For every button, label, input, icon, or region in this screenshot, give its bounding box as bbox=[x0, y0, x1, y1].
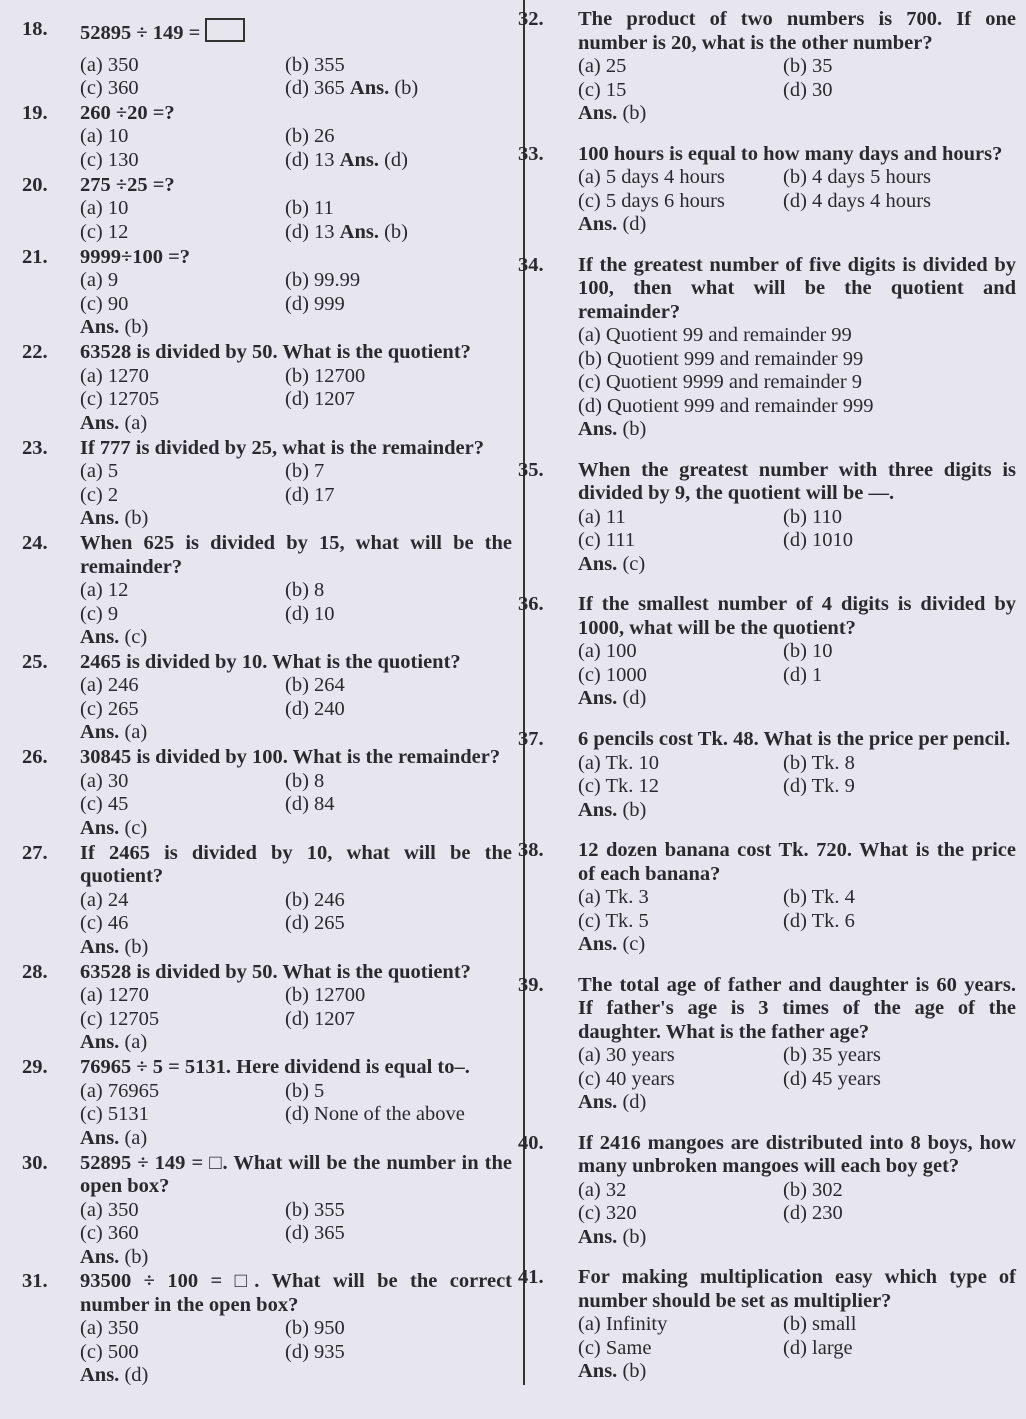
option: (b) 99.99 bbox=[285, 269, 361, 292]
question-27 bbox=[22, 842, 512, 960]
option: (d) 13 Ans. (b) bbox=[285, 220, 408, 243]
option: (a) Tk. 10 bbox=[578, 751, 660, 774]
option: (a) 350 bbox=[80, 1317, 139, 1340]
answer: Ans. (b) bbox=[80, 507, 149, 530]
option: (c) 12705 bbox=[80, 388, 160, 411]
answer: Ans. (d) bbox=[578, 213, 647, 236]
option: (c) 40 years bbox=[578, 1067, 675, 1090]
option: (d) 1010 bbox=[783, 529, 854, 552]
option: (c) 12705 bbox=[80, 1007, 160, 1030]
options bbox=[80, 579, 512, 626]
option: (a) 12 bbox=[80, 579, 129, 602]
option: (d) 84 bbox=[285, 793, 335, 816]
options bbox=[578, 166, 1016, 213]
options bbox=[80, 54, 512, 101]
question-text-content: 52895 ÷ 149 = □. What will be the number in the open box? bbox=[80, 1151, 512, 1198]
option: (d) 240 bbox=[285, 697, 345, 720]
question-text bbox=[80, 532, 512, 579]
options bbox=[80, 674, 512, 721]
options bbox=[80, 770, 512, 817]
option: (a) 246 bbox=[80, 674, 139, 697]
question-number: 36. bbox=[518, 593, 544, 616]
options bbox=[578, 640, 1016, 687]
question-number: 27. bbox=[22, 841, 48, 864]
option: (d) 45 years bbox=[783, 1067, 881, 1090]
question-34 bbox=[518, 254, 1016, 442]
question-text-content: 30845 is divided by 100. What is the remainder? bbox=[80, 746, 501, 769]
question-text bbox=[578, 8, 1016, 55]
question-text bbox=[80, 437, 512, 461]
option: (d) 1207 bbox=[285, 1007, 356, 1030]
question-text-content: If the smallest number of 4 digits is divided by 1000, what will be the quotient? bbox=[578, 593, 1016, 639]
question-text-content: For making multiplication easy which type of number should be set as multiplier? bbox=[578, 1266, 1016, 1312]
option: (a) 25 bbox=[578, 55, 627, 77]
question-text-content: When 625 is divided by 15, what will be the remainder? bbox=[80, 532, 512, 578]
option: (b) 12700 bbox=[285, 364, 366, 387]
question-text bbox=[80, 1152, 512, 1199]
question-number: 24. bbox=[22, 532, 48, 555]
option: (c) Same bbox=[578, 1336, 652, 1359]
question-text bbox=[80, 102, 512, 126]
answer: Ans. (c) bbox=[578, 552, 646, 575]
option: (b) Tk. 8 bbox=[783, 751, 855, 774]
option: (c) 2 bbox=[80, 483, 119, 506]
answer: Ans. (d) bbox=[339, 148, 408, 171]
option: (c) 111 bbox=[578, 529, 636, 552]
question-text-content: 93500 ÷ 100 = □. What will be the correct number in the open box? bbox=[80, 1270, 512, 1316]
option: (b) 12700 bbox=[285, 984, 366, 1007]
question-text bbox=[578, 974, 1016, 1045]
option: (a) 100 bbox=[578, 640, 637, 663]
question-text-content: 12 dozen banana cost Tk. 720. What is the price of each banana? bbox=[578, 839, 1016, 885]
option: (c) 90 bbox=[80, 292, 129, 315]
options bbox=[578, 506, 1016, 553]
answer: Ans. (b) bbox=[80, 1245, 149, 1268]
option: (b) 35 bbox=[783, 55, 833, 77]
question-number: 31. bbox=[22, 1270, 48, 1293]
question-number: 26. bbox=[22, 746, 48, 769]
question-25 bbox=[22, 651, 512, 745]
question-number: 38. bbox=[518, 839, 544, 862]
option: (a) 30 years bbox=[578, 1044, 675, 1067]
question-22 bbox=[22, 341, 512, 435]
question-29 bbox=[22, 1056, 512, 1150]
question-number: 23. bbox=[22, 436, 48, 459]
question-number: 35. bbox=[518, 458, 544, 481]
question-text bbox=[80, 1056, 512, 1080]
question-text-content: 63528 is divided by 50. What is the quotient? bbox=[80, 341, 471, 364]
option: (d) 1207 bbox=[285, 388, 356, 411]
question-30 bbox=[22, 1152, 512, 1270]
question-text bbox=[80, 18, 512, 46]
question-text bbox=[80, 842, 512, 889]
question-text-content: If 2416 mangoes are distributed into 8 boys, how many unbroken mangoes will each boy get? bbox=[578, 1131, 1016, 1178]
question-text-content: 6 pencils cost Tk. 48. What is the price per pencil. bbox=[578, 728, 1011, 751]
question-number: 20. bbox=[22, 173, 48, 196]
option: (a) 5 bbox=[80, 460, 119, 483]
answer: Ans. (b) bbox=[578, 1360, 647, 1383]
option: (d) 1 bbox=[783, 663, 823, 686]
right-question-column bbox=[518, 8, 1016, 1384]
option: (a) 5 days 4 hours bbox=[578, 166, 725, 189]
option: (a) 10 bbox=[80, 197, 129, 220]
answer: Ans. (b) bbox=[80, 935, 149, 958]
option: (d) Quotient 999 and remainder 999 bbox=[578, 394, 874, 417]
question-33 bbox=[518, 143, 1016, 237]
answer: Ans. (b) bbox=[80, 316, 149, 339]
question-number: 29. bbox=[22, 1056, 48, 1079]
question-text-content: 52895 ÷ 149 = bbox=[80, 22, 201, 44]
option: (a) Infinity bbox=[578, 1313, 668, 1336]
option: (c) 12 bbox=[80, 220, 129, 243]
question-number: 19. bbox=[22, 101, 48, 124]
options bbox=[578, 324, 1016, 418]
option: (d) None of the above bbox=[285, 1103, 465, 1126]
option: (a) 1270 bbox=[80, 364, 149, 387]
question-38 bbox=[518, 839, 1016, 957]
option: (c) 45 bbox=[80, 793, 129, 816]
option: (d) 935 bbox=[285, 1340, 345, 1363]
option: (c) Quotient 9999 and remainder 9 bbox=[578, 371, 863, 394]
options bbox=[80, 125, 512, 172]
question-text-content: When the greatest number with three digits is divided by 9, the quotient will be —. bbox=[578, 458, 1016, 505]
question-35 bbox=[518, 459, 1016, 577]
question-number: 18. bbox=[22, 18, 48, 40]
question-text-content: The total age of father and daughter is 60 years. If father's age is 3 times of the age of the daughter. What is the father age? bbox=[578, 973, 1016, 1043]
option: (d) 13 Ans. (d) bbox=[285, 148, 408, 171]
question-number: 41. bbox=[518, 1266, 544, 1289]
answer: Ans. (d) bbox=[578, 687, 647, 710]
answer: Ans. (c) bbox=[80, 626, 148, 649]
answer: Ans. (c) bbox=[578, 933, 646, 956]
option: (d) 230 bbox=[783, 1202, 843, 1225]
question-40 bbox=[518, 1132, 1016, 1250]
option: (c) 15 bbox=[578, 78, 627, 101]
question-text-content: 275 ÷25 =? bbox=[80, 173, 175, 196]
question-32 bbox=[518, 8, 1016, 126]
options bbox=[80, 269, 512, 316]
option: (b) 4 days 5 hours bbox=[783, 166, 932, 189]
question-18 bbox=[22, 18, 512, 101]
question-text bbox=[80, 746, 512, 770]
option: (c) 265 bbox=[80, 697, 139, 720]
question-text bbox=[578, 1266, 1016, 1313]
option: (a) 9 bbox=[80, 269, 119, 292]
question-text bbox=[578, 459, 1016, 506]
question-text-content: 260 ÷20 =? bbox=[80, 101, 175, 124]
option: (b) 11 bbox=[285, 197, 334, 220]
option: (a) 32 bbox=[578, 1178, 627, 1201]
question-number: 21. bbox=[22, 245, 48, 268]
question-number: 32. bbox=[518, 8, 544, 30]
answer: Ans. (b) bbox=[578, 1225, 647, 1248]
option: (a) Tk. 3 bbox=[578, 886, 649, 909]
option: (b) 7 bbox=[285, 460, 325, 483]
options bbox=[578, 1313, 1016, 1360]
option: (c) 320 bbox=[578, 1202, 637, 1225]
option: (d) 365 bbox=[285, 1222, 345, 1245]
option: (b) Quotient 999 and remainder 99 bbox=[578, 347, 864, 370]
option: (d) 4 days 4 hours bbox=[783, 189, 932, 212]
answer: Ans. (a) bbox=[80, 411, 148, 434]
option: (c) 46 bbox=[80, 912, 129, 935]
question-number: 34. bbox=[518, 253, 544, 276]
answer: Ans. (b) bbox=[349, 77, 419, 99]
question-31 bbox=[22, 1270, 512, 1388]
option: (a) 350 bbox=[80, 53, 139, 76]
option: (a) 1270 bbox=[80, 984, 149, 1007]
options bbox=[578, 752, 1016, 799]
question-text-content: If 2465 is divided by 10, what will be the quotient? bbox=[80, 841, 512, 888]
options bbox=[578, 55, 1016, 102]
question-36 bbox=[518, 593, 1016, 711]
options bbox=[80, 197, 512, 244]
question-number: 37. bbox=[518, 728, 544, 751]
question-text bbox=[80, 651, 512, 675]
question-26 bbox=[22, 746, 512, 840]
question-20 bbox=[22, 174, 512, 245]
question-text-content: 76965 ÷ 5 = 5131. Here dividend is equal to–. bbox=[80, 1056, 470, 1079]
question-19 bbox=[22, 102, 512, 173]
question-text bbox=[578, 593, 1016, 640]
option: (b) 10 bbox=[783, 640, 833, 663]
option: (a) 30 bbox=[80, 769, 129, 792]
option: (d) large bbox=[783, 1336, 853, 1359]
question-text bbox=[578, 254, 1016, 325]
option: (c) 360 bbox=[80, 1222, 139, 1245]
option: (d) 30 bbox=[783, 78, 833, 101]
option: (b) 26 bbox=[285, 125, 335, 148]
question-28 bbox=[22, 961, 512, 1055]
options bbox=[80, 1080, 512, 1127]
answer: Ans. (d) bbox=[80, 1364, 149, 1387]
option: (b) 110 bbox=[783, 505, 843, 528]
option: (c) 500 bbox=[80, 1340, 139, 1363]
question-text bbox=[578, 728, 1016, 752]
option: (a) 350 bbox=[80, 1198, 139, 1221]
options bbox=[80, 365, 512, 412]
question-text bbox=[80, 246, 512, 270]
question-number: 28. bbox=[22, 960, 48, 983]
option: (d) 365 Ans. (b) bbox=[285, 77, 419, 99]
question-text bbox=[80, 961, 512, 985]
question-text bbox=[578, 1132, 1016, 1179]
answer: Ans. (a) bbox=[80, 721, 148, 744]
options bbox=[578, 1044, 1016, 1091]
answer: Ans. (b) bbox=[578, 418, 647, 441]
option: (c) Tk. 12 bbox=[578, 775, 660, 798]
question-text-content: 2465 is divided by 10. What is the quotient? bbox=[80, 650, 461, 673]
option: (c) Tk. 5 bbox=[578, 909, 649, 932]
question-text-content: If 777 is divided by 25, what is the remainder? bbox=[80, 436, 484, 459]
question-text-content: If the greatest number of five digits is divided by 100, then what will be the quotient and remainder? bbox=[578, 253, 1016, 323]
option: (a) 24 bbox=[80, 888, 129, 911]
options bbox=[578, 886, 1016, 933]
left-question-column bbox=[22, 18, 512, 1388]
question-text bbox=[578, 839, 1016, 886]
option: (c) 5 days 6 hours bbox=[578, 189, 725, 212]
option: (d) 265 bbox=[285, 912, 345, 935]
option: (a) 11 bbox=[578, 505, 626, 528]
option: (c) 5131 bbox=[80, 1103, 149, 1126]
question-text bbox=[80, 174, 512, 198]
question-text bbox=[578, 143, 1016, 167]
question-text bbox=[80, 341, 512, 365]
options bbox=[80, 1317, 512, 1364]
answer: Ans. (c) bbox=[80, 816, 148, 839]
answer: Ans. (b) bbox=[339, 220, 408, 243]
question-21 bbox=[22, 246, 512, 340]
question-24 bbox=[22, 532, 512, 650]
answer: Ans. (b) bbox=[578, 798, 647, 821]
option: (b) 35 years bbox=[783, 1044, 881, 1067]
option: (b) 8 bbox=[285, 769, 325, 792]
question-text bbox=[80, 1270, 512, 1317]
option: (b) 264 bbox=[285, 674, 345, 697]
answer: Ans. (d) bbox=[578, 1091, 647, 1114]
options bbox=[80, 889, 512, 936]
question-number: 25. bbox=[22, 650, 48, 673]
option: (c) 9 bbox=[80, 602, 119, 625]
option: (b) 8 bbox=[285, 579, 325, 602]
question-number: 33. bbox=[518, 142, 544, 165]
answer: Ans. (a) bbox=[80, 1126, 148, 1149]
question-number: 40. bbox=[518, 1131, 544, 1154]
option: (b) 950 bbox=[285, 1317, 345, 1340]
option: (b) 355 bbox=[285, 1198, 345, 1221]
options bbox=[80, 460, 512, 507]
option: (d) Tk. 6 bbox=[783, 909, 855, 932]
option: (b) 355 bbox=[285, 53, 345, 76]
option: (b) 5 bbox=[285, 1079, 325, 1102]
option: (b) 246 bbox=[285, 888, 345, 911]
question-number: 39. bbox=[518, 973, 544, 996]
option: (b) Tk. 4 bbox=[783, 886, 855, 909]
question-text-content: The product of two numbers is 700. If one number is 20, what is the other number? bbox=[578, 8, 1016, 54]
question-text-content: 9999÷100 =? bbox=[80, 245, 191, 268]
question-39 bbox=[518, 974, 1016, 1115]
options bbox=[578, 1179, 1016, 1226]
options bbox=[80, 984, 512, 1031]
option: (a) 10 bbox=[80, 125, 129, 148]
option: (d) 17 bbox=[285, 483, 335, 506]
option: (d) Tk. 9 bbox=[783, 775, 855, 798]
option: (b) small bbox=[783, 1313, 857, 1336]
question-number: 30. bbox=[22, 1151, 48, 1174]
question-37 bbox=[518, 728, 1016, 822]
question-text-content: 63528 is divided by 50. What is the quotient? bbox=[80, 960, 471, 983]
option: (a) Quotient 99 and remainder 99 bbox=[578, 324, 852, 347]
option: (d) 10 bbox=[285, 602, 335, 625]
answer-box bbox=[205, 18, 245, 42]
answer: Ans. (b) bbox=[578, 102, 647, 124]
option: (c) 1000 bbox=[578, 663, 647, 686]
question-text-content: 100 hours is equal to how many days and hours? bbox=[578, 142, 1003, 165]
option: (b) 302 bbox=[783, 1178, 843, 1201]
option: (d) 999 bbox=[285, 292, 345, 315]
question-23 bbox=[22, 437, 512, 531]
option: (c) 360 bbox=[80, 77, 139, 99]
options bbox=[80, 1199, 512, 1246]
question-number: 22. bbox=[22, 341, 48, 364]
answer: Ans. (a) bbox=[80, 1031, 148, 1054]
option: (a) 76965 bbox=[80, 1079, 160, 1102]
option: (c) 130 bbox=[80, 148, 139, 171]
question-41 bbox=[518, 1266, 1016, 1384]
